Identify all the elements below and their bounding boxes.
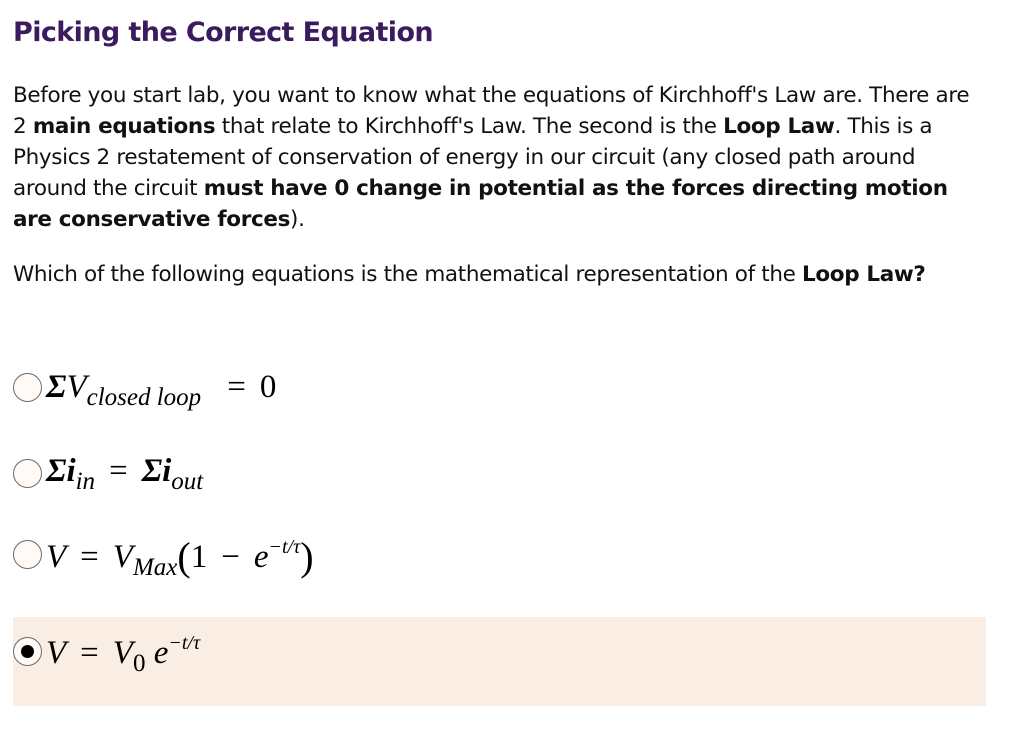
intro-paragraph	[13, 80, 973, 235]
answer-option-d[interactable]	[13, 617, 986, 706]
intro-text: Before you start lab, you want to know what the equations of Kirchhoff's Law are. There are 2	[13, 83, 970, 139]
equation-lhs: V	[46, 635, 67, 671]
equation-b[interactable]	[46, 451, 204, 495]
intro-text: . This is a Physics 2 restatement of conservation of energy in our circuit (any closed path around around the circuit	[13, 114, 933, 201]
question-bold: Loop Law?	[802, 262, 926, 287]
equation-base: e	[153, 635, 169, 671]
close-paren: )	[300, 534, 314, 579]
equation-subscript: 0	[132, 650, 146, 677]
answer-option-b[interactable]	[13, 451, 986, 495]
equation-subscript: in	[75, 468, 96, 495]
equation-constant: 1	[190, 539, 208, 575]
answer-option-a[interactable]	[13, 367, 986, 411]
radio-button-d[interactable]	[13, 637, 42, 666]
equation-variable: V	[66, 369, 87, 405]
page-title: Picking the Correct Equation	[13, 17, 434, 48]
equals-sign: =	[227, 369, 246, 405]
radio-button-c[interactable]	[13, 540, 42, 569]
equation-exponent: −t/τ	[268, 536, 301, 558]
sigma-symbol: Σ	[141, 453, 163, 489]
equation-subscript: out	[171, 468, 204, 495]
equals-sign: =	[80, 539, 99, 575]
equation-variable: i	[66, 453, 76, 489]
equation-a[interactable]	[46, 367, 277, 411]
equation-exponent: −t/τ	[168, 632, 201, 654]
sigma-symbol: Σ	[46, 369, 67, 405]
intro-text: ).	[290, 207, 305, 232]
equals-sign: =	[80, 635, 99, 671]
radio-button-b[interactable]	[13, 459, 42, 488]
sigma-symbol: Σ	[46, 453, 67, 489]
intro-bold-conservative: must have 0 change in potential as the forces directing motion are conservative forces	[13, 176, 948, 232]
equation-d[interactable]	[46, 632, 201, 677]
equation-variable: V	[112, 635, 133, 671]
equation-c[interactable]	[46, 534, 314, 581]
radio-button-a[interactable]	[13, 373, 42, 402]
answer-option-c[interactable]	[13, 534, 986, 581]
intro-text: that relate to Kirchhoff's Law. The second is the	[215, 114, 724, 139]
equation-variable: i	[162, 453, 172, 489]
intro-bold-loop-law: Loop Law	[723, 114, 835, 139]
equation-base: e	[253, 539, 269, 575]
question-prompt	[13, 259, 973, 290]
equals-sign: =	[109, 453, 128, 489]
minus-sign: −	[221, 539, 240, 575]
equation-subscript: closed loop	[86, 384, 202, 411]
question-text: Which of the following equations is the mathematical representation of the	[13, 262, 802, 287]
equation-rhs: 0	[259, 369, 277, 405]
equation-lhs: V	[46, 539, 67, 575]
open-paren: (	[177, 534, 191, 579]
intro-bold-main-equations: main equations	[32, 114, 216, 139]
equation-variable: V	[112, 539, 133, 575]
equation-subscript: Max	[132, 554, 178, 581]
